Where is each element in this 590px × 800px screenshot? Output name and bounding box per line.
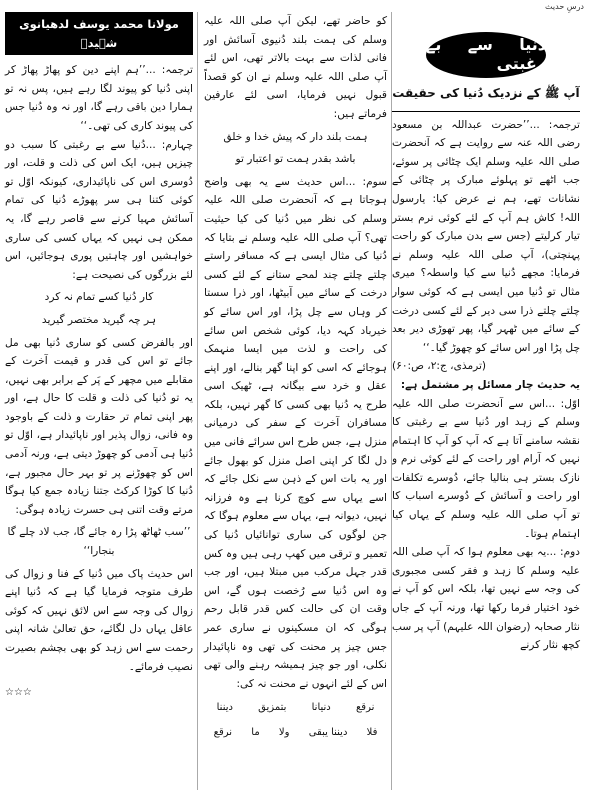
paragraph: اور بالفرض کسی کو ساری دُنیا بھی مل جائے تو اس کی قدر و قیمت آخرت کے مقابلے میں مچھر کے پَر کے برابر بھی نہیں، یہ تو دُنیا کی ذلت و قلت کا حال ہے، اور پھر اپنی تمام تر حقارت و ذلت کے باوجود وہ فانی، زوال پذیر اور ناپائیدار ہے، اوّل تو دُنیا ہی آدمی کو چھوڑ دیتی ہے، ورنہ آدمی اس کو چھوڑنے پر تو بہر حال مجبور ہے، دُنیا کا کوڑا کرکٹ جتنا زیادہ جمع کیا ہوگا مرتے وقت اتنی ہی حسرت زیادہ ہوگی: <box>5 336 193 516</box>
column-middle <box>204 12 387 749</box>
column-divider <box>197 12 198 790</box>
column-left <box>5 12 193 703</box>
author-banner: مولانا محمد یوسف لدھیانوی شہیدؒ <box>5 12 193 55</box>
verse-row <box>204 699 387 718</box>
column-right <box>392 12 580 655</box>
verse-word: دنیانا <box>311 702 331 714</box>
verse-word: دیننا <box>216 702 233 714</box>
citation: (ترمذی، ج:۲، ص:۶۰) <box>392 360 487 373</box>
paragraph: سوم: ...اس حدیث سے یہ بھی واضح ہوجاتا ہے کہ آنحضرت صلی اللہ علیہ وسلم کی نظر میں دُنیا کی کیا حیثیت تھی؟ آپ صلی اللہ علیہ وسلم نے بتایا کہ دُنیا کی مثال ایسی ہے کہ مسافر راستے چلتے چلتے چند لمحے ستانے کے لئے کسی درخت کے سائے میں آبیٹھا، اور ذرا سستا کر وہاں سے چل پڑا، اور اس سائے کو خیرباد کہہ دیا، کوئی شخص اس سائے کی راحت و لذت میں ایسا منہمک ہوجائے کہ اسی کو اپنا گھر بنالے، اور اپنے عقل و خرد سے بیگانہ ہے، ٹھیک اسی طرح یہ دُنیا بھی کسی کا گھر نہیں، بلکہ مسافران آخرت کے سفر کی درمیانی منزل ہے، جس طرح اس سرائے فانی میں دل لگا کر اپنی اصل منزل کو بھول جائے اور یہ بات اس کے ذہن سے نکل جائے کہ اسے یہاں سے کوچ کرنا ہے وہ فرزانہ نہیں، دیوانہ ہے، یہاں سے معلوم ہوگا کہ جن لوگوں کی ساری توانائیاں دُنیا کی تعمیر و ترقی میں کھپ رہی ہیں وہ کس قدر جہل مرکب میں مبتلا ہیں، اور جب وہ اس دُنیا سے رُخصت ہوں گے، اس وقت ان کی حالت کس قدر قابل رحم ہوگی کہ ان مسکینوں نے ساری عمر جس چیز پر محنت کی تھی وہ ناپائیدار نکلی، اور جو چیز ہمیشہ رہنے والی تھی اس کے لئے انہوں نے محنت نہ کی: <box>204 175 387 690</box>
verse-word: نرقع <box>213 726 233 738</box>
paragraph: چہارم: ...دُنیا سے بے رغبتی کا سبب دو چیزیں ہیں، ایک اس کی ذلت و قلت، اور دُوسری اس کی ناپائیداری، کیونکہ اوّل تو کوئی کتنا ہی سر پھوڑے دُنیا کی تمام آسائش مہیا کرنے سے قاصر رہے گا، یہ ممکن ہی نہیں کہ یہاں کسی کی ساری خواہشیں اور چاہتیں پوری ہوجائیں، اس لئے بزرگوں کی نصیحت ہے: <box>5 138 193 281</box>
verse-word: بتمزیق <box>258 702 287 714</box>
verse-line: ہمت بلند دار کہ پیش خدا و خلق <box>223 130 368 143</box>
verse-line: ہر چہ گیرید مختصر گیرید <box>41 313 157 326</box>
article-title: دنیا سے بے رغبتی <box>426 32 546 78</box>
divider <box>392 111 580 112</box>
end-stars: ☆☆☆ <box>5 687 32 699</box>
column-divider <box>391 12 392 790</box>
paragraph: اوّل: ...اس سے آنحضرت صلی اللہ علیہ وسلم کے زہد اور دُنیا سے بے رغبتی کا نقشہ سامنے آتا ہے کہ آپ کو آپ کا اہتمام نہیں کہ آرام اور راحت کے لئے کوئی نرم و نازک بستر ہی بنالیا جائے، دُوسرے تکلفات اور راحت و آسائش کے دُوسرے اسباب کا تو آپ صلی اللہ علیہ وسلم کے یہاں کیا اہتمام ہوتا۔ <box>392 397 580 540</box>
verse-word: ولا <box>278 726 290 738</box>
verse-word: نرقع <box>355 702 375 714</box>
verse-word: ما <box>251 726 260 738</box>
paragraph: کو حاضر تھے، لیکن آپ صلی اللہ علیہ وسلم کی ہمت بلند دُنیوی آسائش اور فانی لذات سے بہت بالاتر تھی، اس لئے آپ صلی اللہ علیہ وسلم نے ان کو قصداً قبول نہیں فرمایا، اسی لئے عارفین فرماتے ہیں: <box>204 15 387 120</box>
verse-line: باشد بقدر ہمت تو اعتبار تو <box>235 153 356 166</box>
paragraph: ترجمہ: ...’’حضرت عبداللہ بن مسعود رضی اللہ عنہ سے روایت ہے کہ آنحضرت صلی اللہ علیہ وسلم ایک چٹائی پر سوئے، جب اٹھے تو پہلوئے مبارک پر چٹائی کے نشانات تھے، ہم نے عرض کیا: یارسول اللہ! کاش ہم آپ کے لئے کوئی نرم بستر تیار کرلیتے (جس سے بدن مبارک کو راحت پہنچتی)، آپ صلی اللہ علیہ وسلم نے فرمایا: مجھے دُنیا سے کیا واسطہ؟ میری مثال تو دُنیا میں ایسی ہے کہ کوئی سوار چلتے چلتے ذرا سی دیر کے لئے کسی درخت کے سائے میں ٹھہر گیا، پھر تھوڑی دیر بعد چل پڑا اور اس سائے کو چھوڑ گیا۔‘‘ <box>392 118 580 354</box>
paragraph: دوم: ...یہ بھی معلوم ہوا کہ آپ صلی اللہ علیہ وسلم کا زہد و فقر کسی مجبوری کی وجہ سے نہیں تھا، بلکہ اس کو آپ نے خود اختیار فرما رکھا تھا، ورنہ آپ کے جاں نثار صحابہ (رضوان اللہ علیہم) آپ پر سب کچھ نثار کرنے <box>391 546 580 652</box>
verse-line: کار دُنیا کسے تمام نہ کرد <box>44 291 154 304</box>
paragraph: ترجمہ: ...’’ہم اپنے دین کو پھاڑ پھاڑ کر اپنی دُنیا کو پیوند لگا رہے ہیں، پس نہ تو ہمارا دین باقی رہے گا، اور نہ وہ دُنیا جس کی پیوند کاری کی تھی۔‘‘ <box>5 64 193 132</box>
paragraph: اس حدیث پاک میں دُنیا کے فنا و زوال کی طرف متوجہ فرمایا گیا ہے کہ دُنیا اپنے زوال کی وجہ سے اس لائق نہیں کہ کوئی عاقل یہاں دل لگائے، حق تعالیٰ شانہ اپنی رحمت سے اس زہد کو بھی بچشم بصیرت نصیب فرمائے۔ <box>5 567 193 673</box>
paragraph: یہ حدیث چار مسائل پر مشتمل ہے: <box>400 378 580 391</box>
verse-word: دیننا یبقی <box>308 726 348 738</box>
verse-word: فلا <box>366 726 378 738</box>
section-tag: درسِ حدیث <box>545 2 584 11</box>
article-subtitle: آپ ﷺ کے نزدیک دُنیا کی حقیقت <box>392 86 580 100</box>
verse-row <box>204 724 387 743</box>
verse-line: ’’سب ٹھاٹھ پڑا رہ جائے گا، جب لاد چلے گا بنجارا‘‘ <box>7 526 191 558</box>
